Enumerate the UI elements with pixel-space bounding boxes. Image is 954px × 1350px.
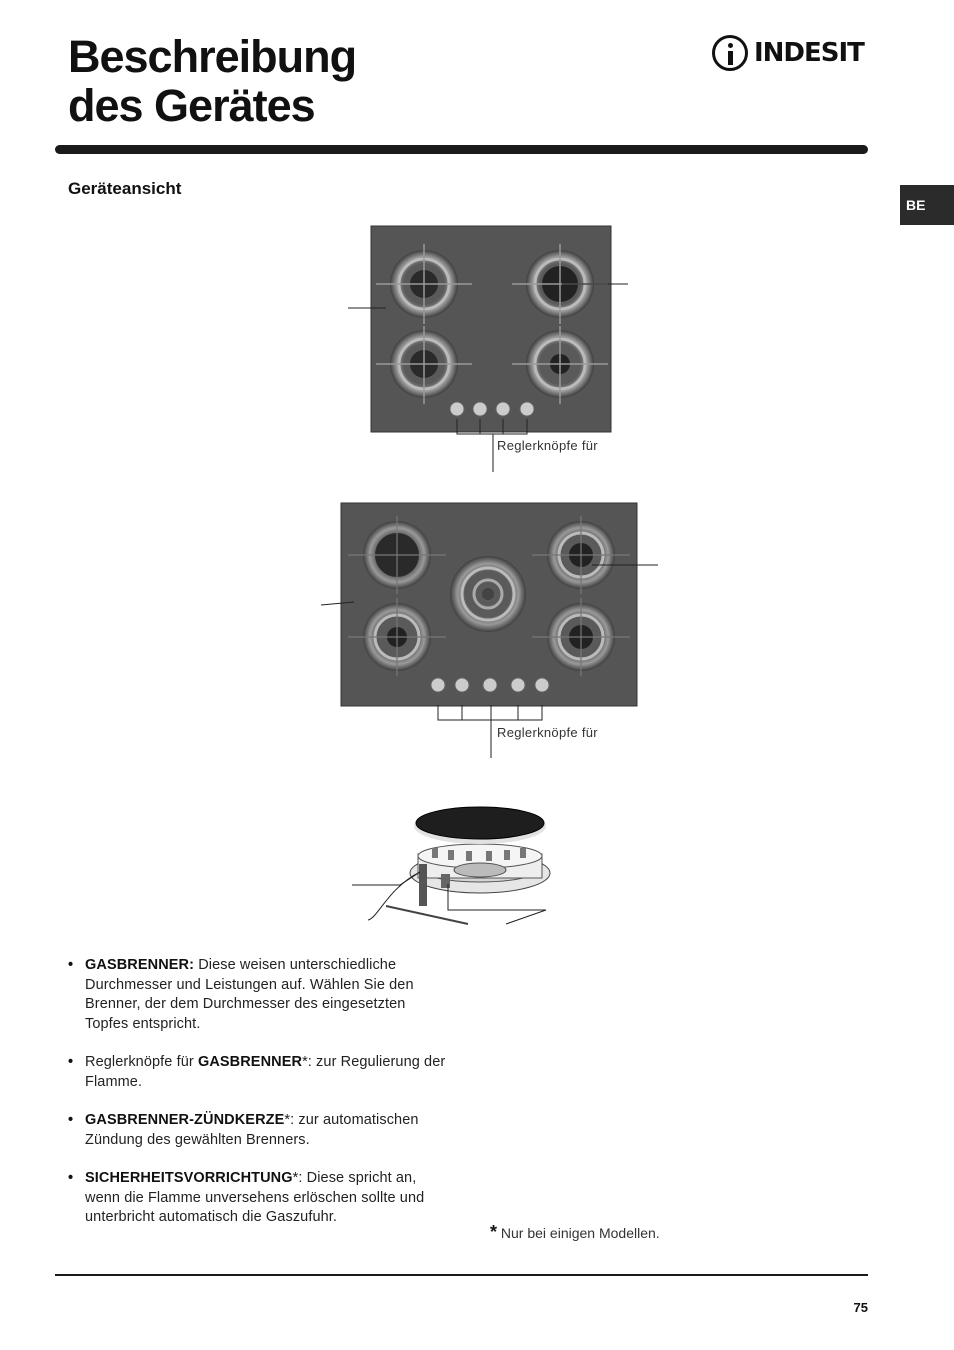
section-heading: Geräteansicht (68, 179, 182, 198)
indesit-logo-icon (712, 35, 748, 71)
footnote (490, 1222, 660, 1243)
footnote-asterisk: * (490, 1222, 498, 1242)
list-item-prefix: Reglerknöpfe für (85, 1054, 198, 1070)
page-title-line-2: des Gerätes (68, 80, 315, 131)
list-item-text: *: Diese spricht an, wenn die Flamme unversehens erlöschen sollte und unterbricht automatisch die Gaszufuhr. (85, 1170, 425, 1225)
list-item-text: *: zur automatischen Zündung des gewählten Brenners. (85, 1112, 419, 1148)
header-divider (55, 145, 868, 154)
knobs-caption-5-burner: Reglerknöpfe für (497, 725, 598, 740)
list-item-text: Diese weisen unterschiedliche Durchmesser und Leistungen auf. Wählen Sie den Brenner, der dem Durchmesser des eingesetzten Topfes entspricht. (85, 957, 414, 1032)
brand-name: INDESIT (754, 38, 864, 68)
hob-5-burner-diagram (318, 500, 663, 762)
list-item (68, 1053, 448, 1092)
list-item (68, 1169, 448, 1228)
hob-4-burner-diagram (340, 222, 640, 474)
ignition-plug (419, 864, 427, 906)
page-title-line-1: Beschreibung (68, 31, 357, 82)
list-item-term: GASBRENNER: (85, 957, 195, 973)
burner-center-wok (450, 556, 526, 632)
list-item (68, 1111, 448, 1150)
list-item-text: *: zur Regulierung der Flamme. (85, 1054, 446, 1090)
page-title (68, 32, 356, 130)
burner-detail-diagram (348, 798, 558, 930)
footnote-text: Nur bei einigen Modellen. (500, 1225, 660, 1241)
list-item-term: GASBRENNER-ZÜNDKERZE (85, 1112, 285, 1128)
list-item-term: GASBRENNER (197, 1054, 303, 1070)
safety-device (441, 874, 450, 888)
brand-logo (712, 30, 872, 76)
list-item-term: SICHERHEITSVORRICHTUNG (85, 1170, 293, 1186)
feature-list (68, 956, 448, 1247)
footer-divider (55, 1274, 868, 1276)
list-item (68, 956, 448, 1034)
knobs-caption-4-burner: Reglerknöpfe für (497, 438, 598, 453)
page-number: 75 (853, 1300, 868, 1315)
language-tab: BE (900, 185, 954, 225)
